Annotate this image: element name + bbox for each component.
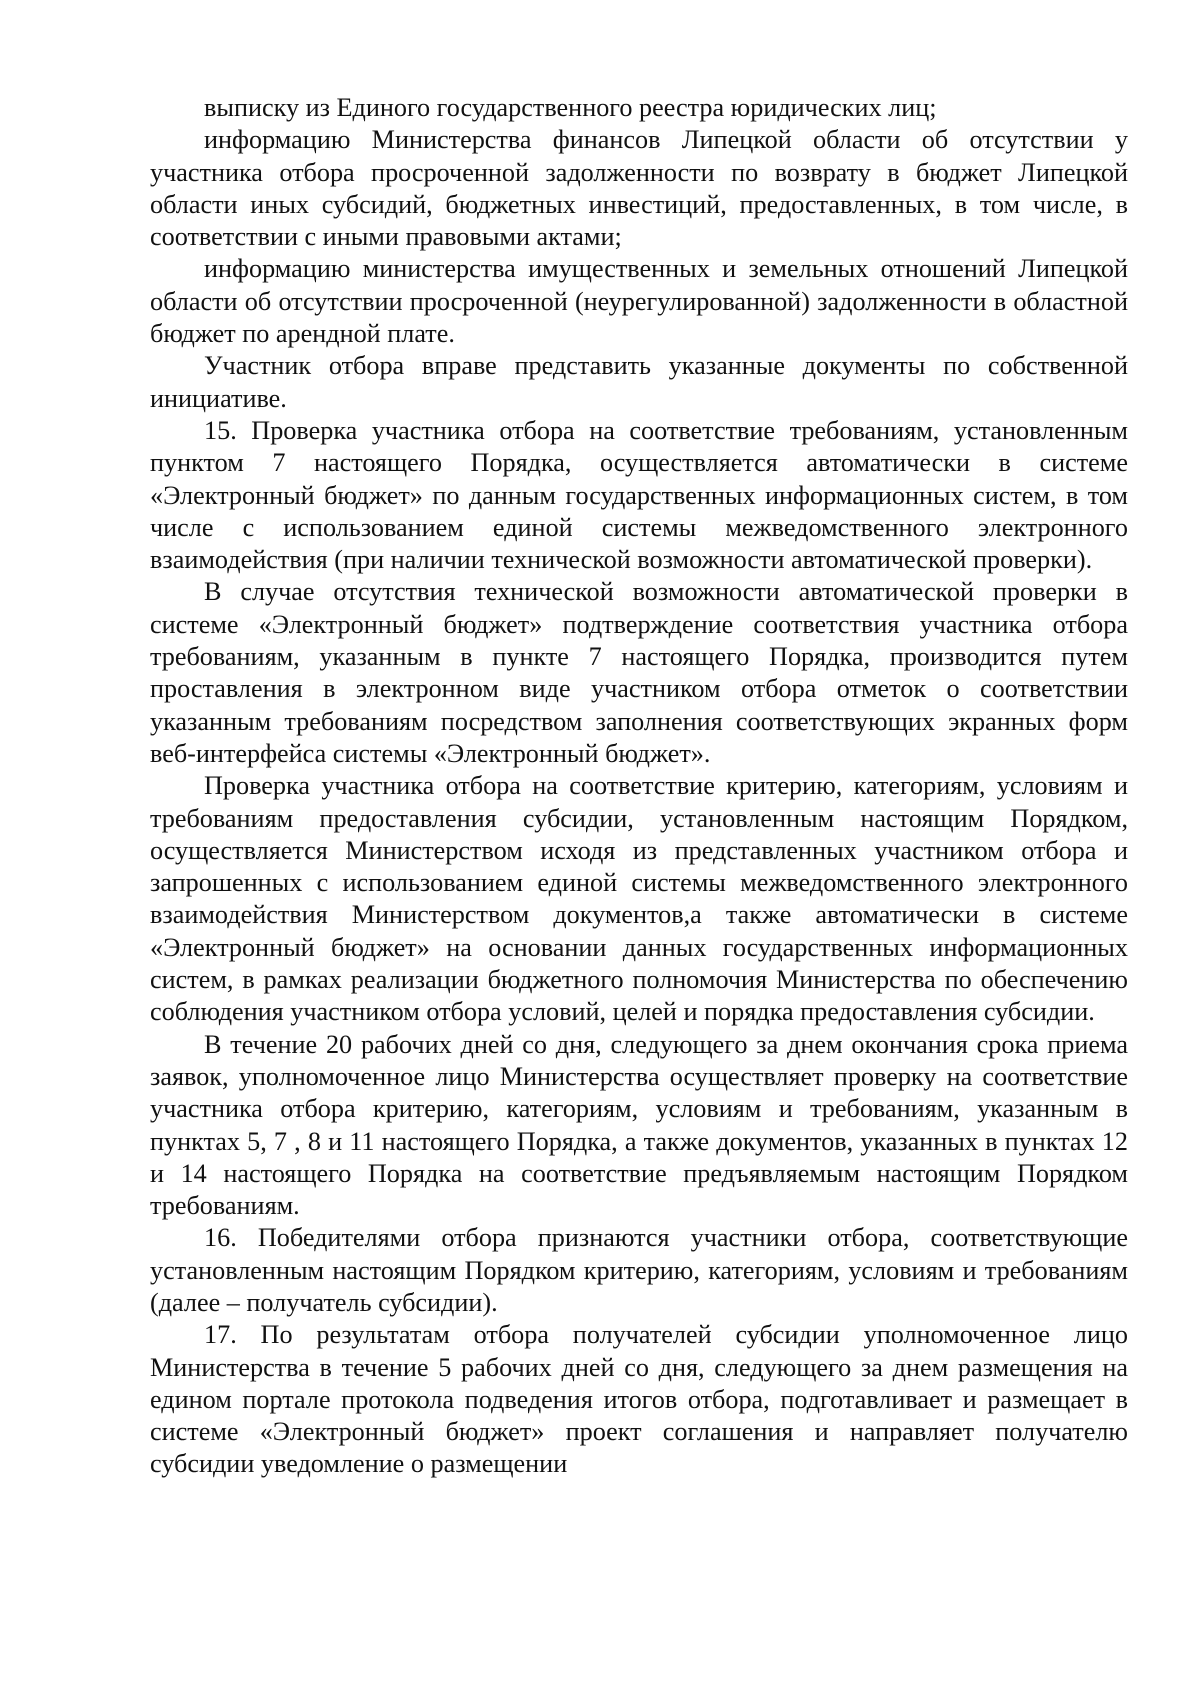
paragraph-no-technical-possibility: В случае отсутствия технической возможности автоматической проверки в системе «Электронный бюджет» подтверждение соответствия участника отбора требованиям, указанным в пункте 7 настоящего Порядка, производится путем проставления в электронном виде участником отбора отметок о соответствии указанным требованиям посредством заполнения соответствующих экранных форм веб-интерфейса системы «Электронный бюджет». [150,577,1128,768]
paragraph-egrul-extract: выписку из Единого государственного реестра юридических лиц; [204,93,937,122]
paragraph-item-15: 15. Проверка участника отбора на соответствие требованиям, установленным пунктом 7 настоящего Порядка, осуществляется автоматически в системе «Электронный бюджет» по данным государственных информационных систем, в том числе с использованием единой системы межведомственного электронного взаимодействия (при наличии технической возможности автоматической проверки). [150,415,1128,575]
paragraph-ministry-check: Проверка участника отбора на соответствие критерию, категориям, условиям и требованиям предоставления субсидии, установленным настоящим Порядком, осуществляется Министерством исходя из представленных участником отбора и запрошенных с использованием единой системы межведомственного электронного взаимодействия Министерством документов,а также автоматически в системе «Электронный бюджет» на основании данных государственных информационных систем, в рамках реализации бюджетного полномочия Министерства по обеспечению соблюдения участником отбора условий, целей и порядка предоставления субсидии. [150,771,1128,1027]
paragraph-item-17: 17. По результатам отбора получателей субсидии уполномоченное лицо Министерства в течение 5 рабочих дней со дня, следующего за днем размещения на едином портале протокола подведения итогов отбора, подготавливает и размещает в системе «Электронный бюджет» проект соглашения и направляет получателю субсидии уведомление о размещении [150,1320,1128,1479]
paragraph-item-16: 16. Победителями отбора признаются участники отбора, соответствующие установленным настоящим Порядком критерию, категориям, условиям и требованиям (далее – получатель субсидии). [150,1223,1128,1317]
paragraph-property-ministry-info: информацию министерства имущественных и земельных отношений Липецкой области об отсутствии просроченной (неурегулированной) задолженности в областной бюджет по арендной плате. [150,254,1128,349]
document-body [150,92,1128,1481]
paragraph-finance-ministry-info: информацию Министерства финансов Липецкой области об отсутствии у участника отбора просроченной задолженности по возврату в бюджет Липецкой области иных субсидий, бюджетных инвестиций, предоставленных, в том числе, в соответствии с иными правовыми актами; [150,125,1128,252]
paragraph-own-initiative: Участник отбора вправе представить указанные документы по собственной инициативе. [150,351,1128,413]
paragraph-20-working-days: В течение 20 рабочих дней со дня, следующего за днем окончания срока приема заявок, уполномоченное лицо Министерства осуществляет проверку на соответствие участника отбора критерию, категориям, условиям и требованиям, указанным в пунктах 5, 7 , 8 и 11 настоящего Порядка, а также документов, указанных в пунктах 12 и 14 настоящего Порядка на соответствие предъявляемым настоящим Порядком требованиям. [150,1029,1128,1221]
